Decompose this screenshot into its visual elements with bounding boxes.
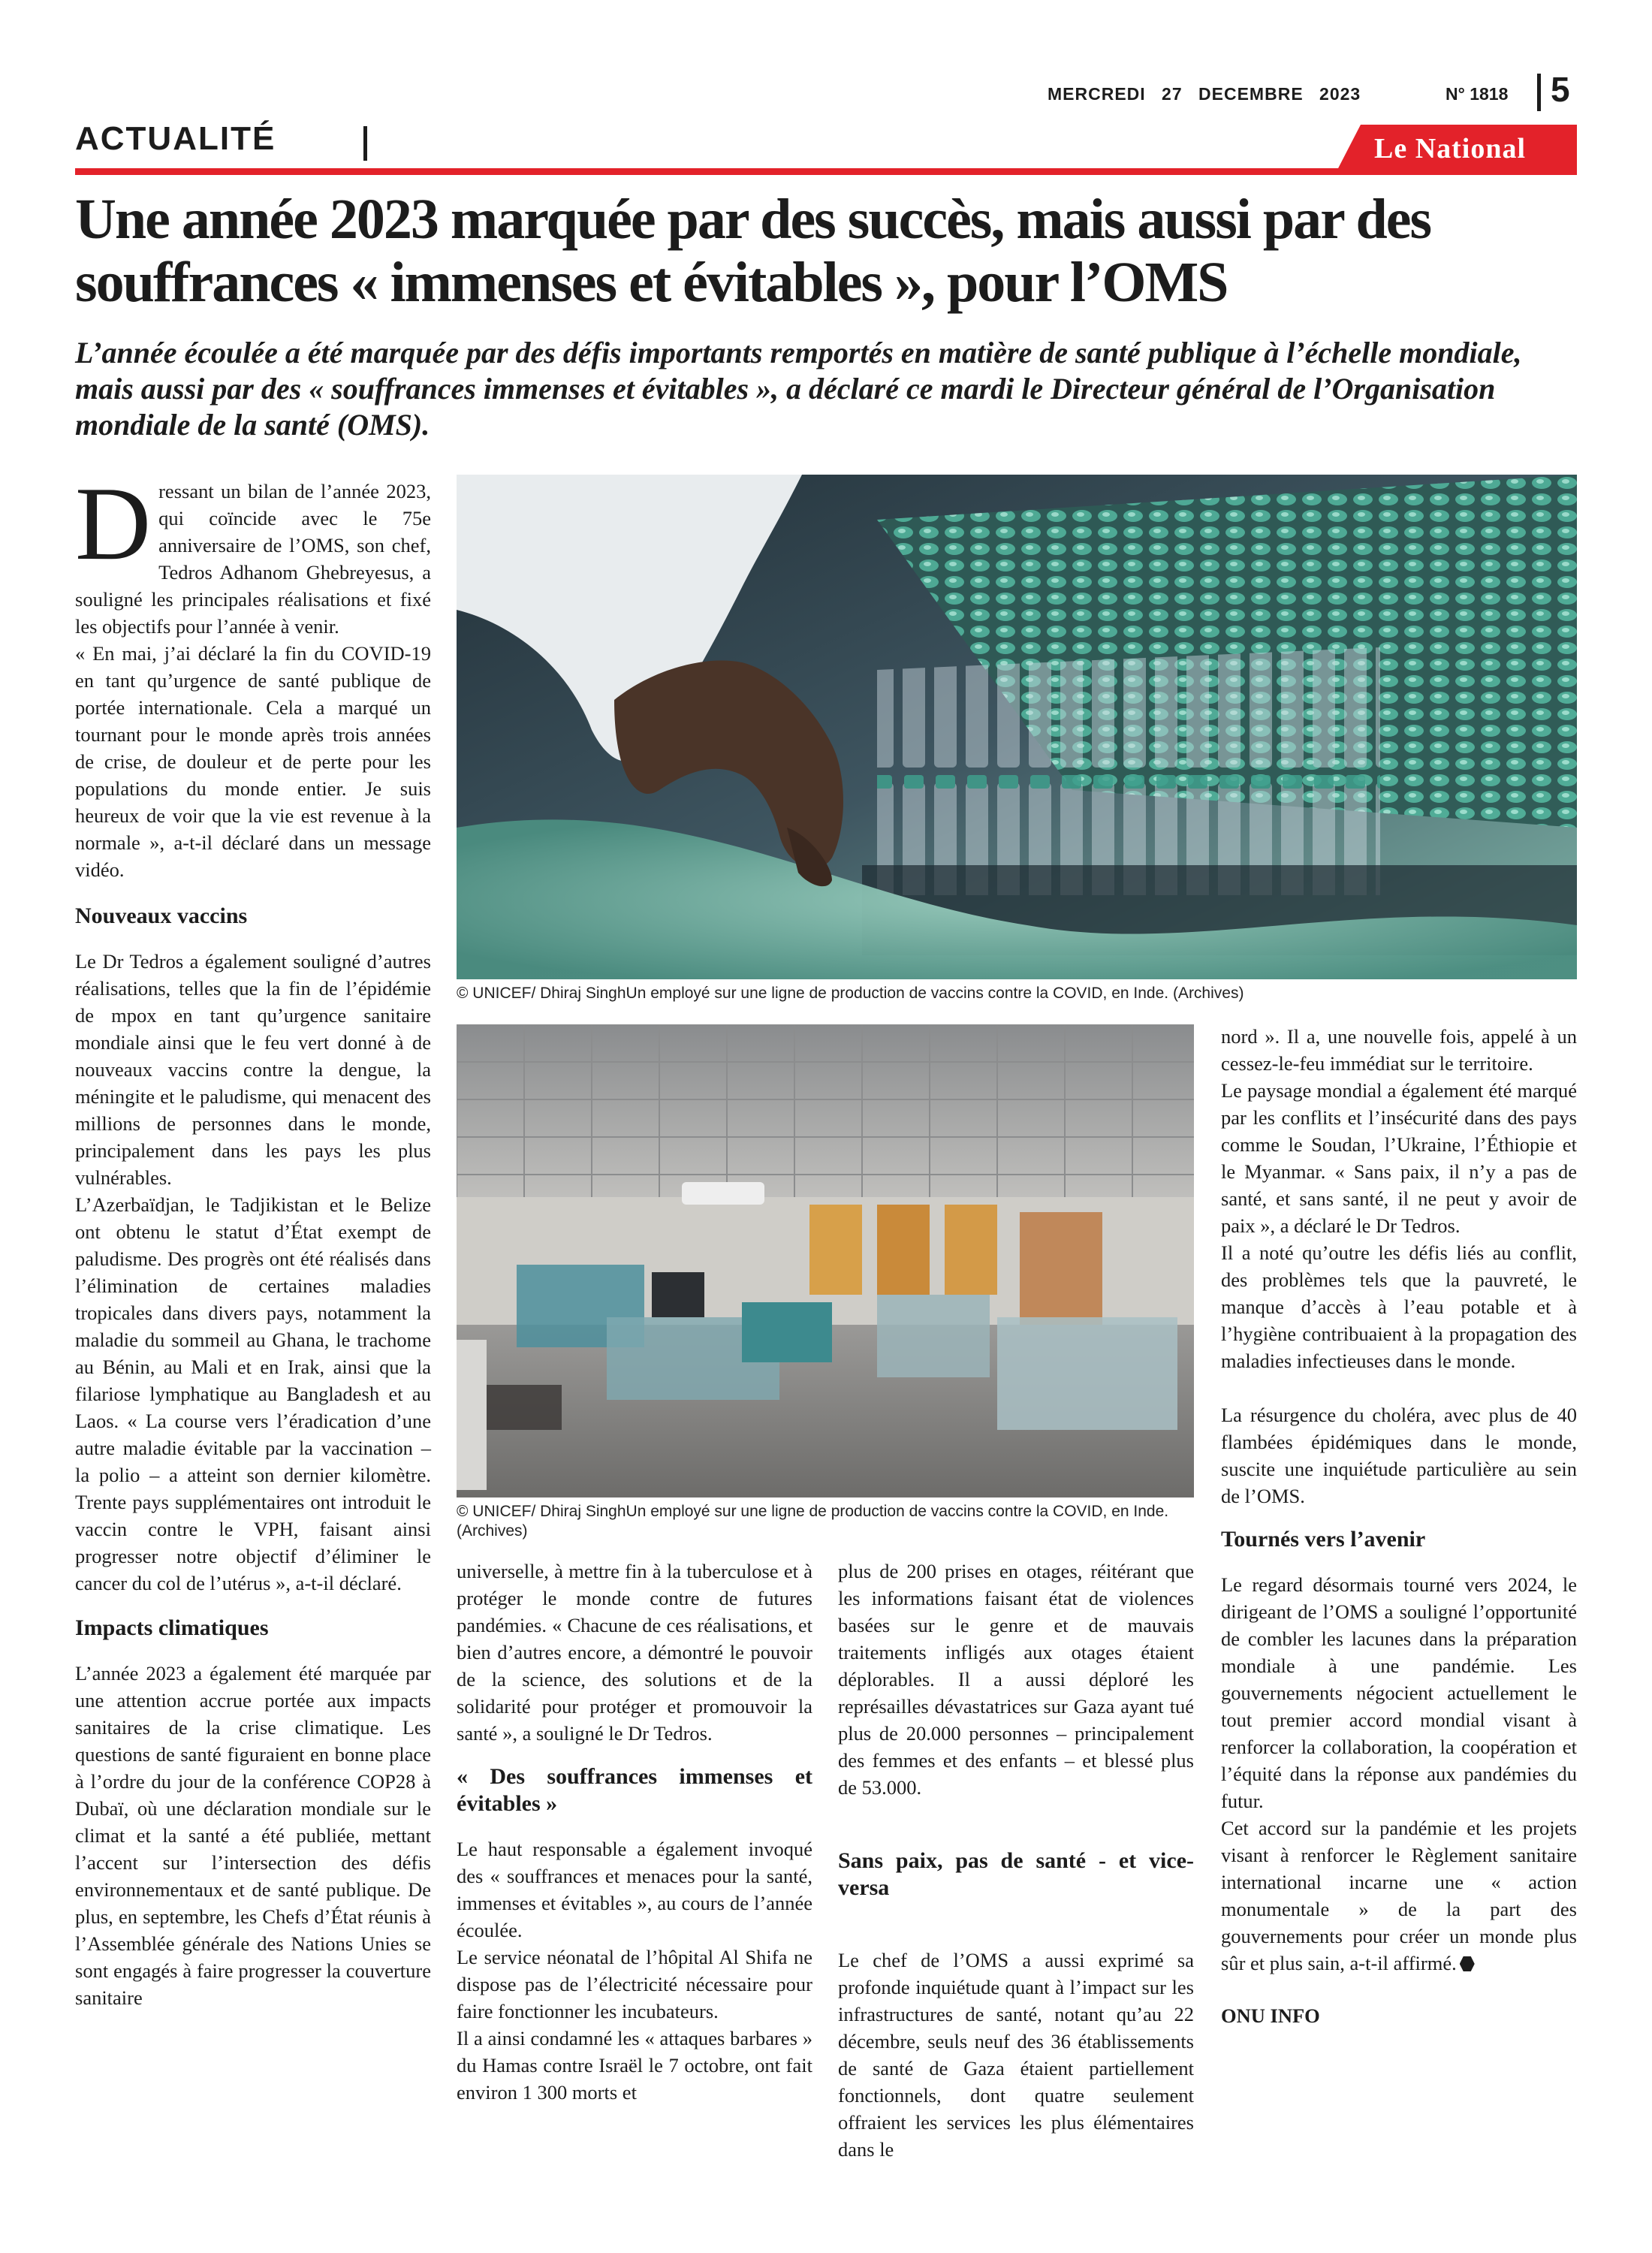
end-of-article-icon — [1460, 1956, 1475, 1971]
subheading-sans-paix: Sans paix, pas de santé - et vice-versa — [838, 1848, 1194, 1900]
column-1 — [75, 466, 431, 2011]
col1-paragraph-2: « En mai, j’ai déclaré la fin du COVID-19 en tant qu’urgence de santé publique de portée internationale. Cela a marqué un tournant pour le monde après trois années de crise, de douleur et de perte pour les populations du monde entier. Je suis heureux de voir que la vie est revenue à la normale », a-t-il déclaré dans un message vidéo. — [75, 642, 431, 881]
col2-paragraph-3: Le service néonatal de l’hôpital Al Shifa ne dispose pas de l’électricité nécessaire pour faire fonctionner les incubateurs. — [457, 1946, 812, 2022]
headline: Une année 2023 marquée par des succès, mais aussi par des souffrances « immenses et évitables », pour l’OMS — [75, 188, 1431, 314]
photo-vaccine-production — [457, 475, 1577, 979]
subheading-impacts-climatiques: Impacts climatiques — [75, 1615, 269, 1640]
col2-paragraph-2: Le haut responsable a également invoqué des « souffrances et menaces pour la santé, immenses et évitables », au cours de l’année écoulée. — [457, 1838, 812, 1941]
col4-paragraph-6: Cet accord sur la pandémie et les projets visant à renforcer le Règlement sanitaire international incarne une « action monumentale » de la part des gouvernements pour créer un monde plus sûr et plus sain, a-t-il affirmé. — [1221, 1817, 1577, 1974]
photo-neonatal-ward — [457, 1024, 1194, 1497]
vaccine-vials-illustration — [457, 475, 1577, 979]
col1-paragraph-1: ressant un bilan de l’année 2023, qui coïncide avec le 75e anniversaire de l’OMS, son chef, Tedros Adhanom Ghebreyesus, a souligné les principales réalisations et fixé les objectifs pour l’année à venir. — [75, 480, 431, 638]
issue-number: N° 1818 — [1446, 84, 1509, 104]
photo-2-caption: © UNICEF/ Dhiraj SinghUn employé sur une ligne de production de vaccins contre la COVID, en Inde. (Archives) — [457, 1503, 1169, 1540]
col4-paragraph-3: Il a noté qu’outre les défis liés au conflit, des problèmes tels que la pauvreté, le manque d’accès à l’eau potable et à l’hygiène contribuaient à la propagation des maladies infectieuses dans le monde. — [1221, 1241, 1577, 1372]
header-divider — [1537, 74, 1541, 111]
col4-paragraph-4: La résurgence du choléra, avec plus de 40 flambées épidémiques dans le monde, suscite une inquiétude particulière au sein de l’OMS. — [1221, 1404, 1577, 1507]
col1-paragraph-3: Le Dr Tedros a également souligné d’autres réalisations, telles que la fin de l’épidémie de mpox en tant qu’urgence sanitaire mondiale ainsi que le feu vert donné à de nouveaux vaccins contre la dengue, la méningite et le paludisme, qui menacent des millions de personnes dans le monde, principalement dans les pays les plus vulnérables. — [75, 950, 431, 1189]
col4-paragraph-5: Le regard désormais tourné vers 2024, le dirigeant de l’OMS a souligné l’opportunité de combler les lacunes dans la préparation mondiale à une pandémie. Les gouvernements négocient actuellement le tout premier accord mondial visant à renforcer la collaboration, la coopération et l’équité dans la réponse aux pandémies du futur. — [1221, 1573, 1577, 1812]
column-4 — [1221, 1023, 1577, 2029]
photo-1-caption: © UNICEF/ Dhiraj SinghUn employé sur une ligne de production de vaccins contre la COVID, en Inde. (Archives) — [457, 985, 1244, 1002]
article-source: ONU INFO — [1221, 2004, 1320, 2027]
lead-paragraph: L’année écoulée a été marquée par des défis importants remportés en matière de santé publique à l’échelle mondiale, mais aussi par des « souffrances immenses et évitables », a déclaré ce mardi le Directeur général de l’Organisation mondiale de la santé (OMS). — [75, 336, 1522, 442]
section-label: ACTUALITÉ — [75, 120, 276, 157]
column-3 — [838, 1558, 1194, 2163]
subheading-souffrances: « Des souffrances immenses et évitables » — [457, 1764, 812, 1816]
column-2 — [457, 1558, 812, 2106]
col4-paragraph-1: nord ». Il a, une nouvelle fois, appelé à un cessez-le-feu immédiat sur le territoire. — [1221, 1025, 1577, 1075]
col4-paragraph-2: Le paysage mondial a également été marqué par les conflits et l’insécurité dans des pays comme le Soudan, l’Ukraine, l’Éthiopie et le Myanmar. « Sans paix, il n’y a pas de santé, et sans santé, il ne peut y avoir de paix », a déclaré le Dr Tedros. — [1221, 1079, 1577, 1237]
col2-paragraph-4: Il a ainsi condamné les « attaques barbares » du Hamas contre Israël le 7 octobre, ont fait environ 1 300 morts et — [457, 2027, 812, 2104]
subheading-tournes-vers-avenir: Tournés vers l’avenir — [1221, 1527, 1426, 1552]
col3-paragraph-2: Le chef de l’OMS a aussi exprimé sa profonde inquiétude quant à l’impact sur les infrastructures de santé, notant qu’au 22 décembre, seuls neuf des 36 établissements de santé de Gaza étaient partiellement fonctionnels, dont quatre seulement offraient les services les plus élémentaires dans le — [838, 1949, 1194, 2161]
brand-name: Le National — [1374, 133, 1527, 164]
drop-cap: D — [75, 466, 152, 582]
subheading-nouveaux-vaccins: Nouveaux vaccins — [75, 903, 248, 928]
col3-paragraph-1: plus de 200 prises en otages, réitérant que les informations faisant état de violences basées sur le genre et de mauvais traitements infligés aux otages étaient déplorables. Il a aussi déploré les représailles dévastatrices sur Gaza ayant tué plus de 20.000 personnes – principalement des femmes et des enfants – et blessé plus de 53.000. — [838, 1560, 1194, 1799]
col2-paragraph-1: universelle, à mettre fin à la tuberculose et à protéger le monde contre de futures pandémies. « Chacune de ces réalisations, et bien d’autres encore, a démontré le pouvoir de la science, des solutions et de la solidarité pour protéger et promouvoir la santé », a souligné le Dr Tedros. — [457, 1560, 812, 1745]
col1-paragraph-5: L’année 2023 a également été marquée par une attention accrue portée aux impacts sanitaires de la crise climatique. Les questions de santé figuraient en bonne place à l’ordre du jour de la conférence COP28 à Dubaï, où une déclaration mondiale sur le climat et la santé a été publiée, mettant l’accent sur l’intersection des défis environnementaux et de santé publique. De plus, en septembre, les Chefs d’État réunis à l’Assemblée générale des Nations Unies se sont engagés à faire progresser la couverture sanitaire — [75, 1662, 431, 2009]
section-divider — [363, 126, 367, 161]
page-number: 5 — [1551, 70, 1570, 109]
neonatal-ward-illustration — [457, 1024, 1194, 1497]
issue-date: MERCREDI 27 DECEMBRE 2023 — [1048, 84, 1361, 104]
col1-paragraph-4: L’Azerbaïdjan, le Tadjikistan et le Belize ont obtenu le statut d’État exempt de paludisme. Des progrès ont été réalisés dans l’élimination de certaines maladies tropicales dans divers pays, notamment la maladie du sommeil au Ghana, le trachome au Bénin, au Mali et en Irak, ainsi que la filariose lymphatique au Bangladesh et au Laos. « La course vers l’éradication d’une autre maladie évitable par la vaccination – la polio – a atteint son dernier kilomètre. Trente pays supplémentaires ont introduit le vaccin contre le VPH, faisant ainsi progresser notre objectif d’éliminer le cancer du col de l’utérus », a-t-il déclaré. — [75, 1193, 431, 1594]
